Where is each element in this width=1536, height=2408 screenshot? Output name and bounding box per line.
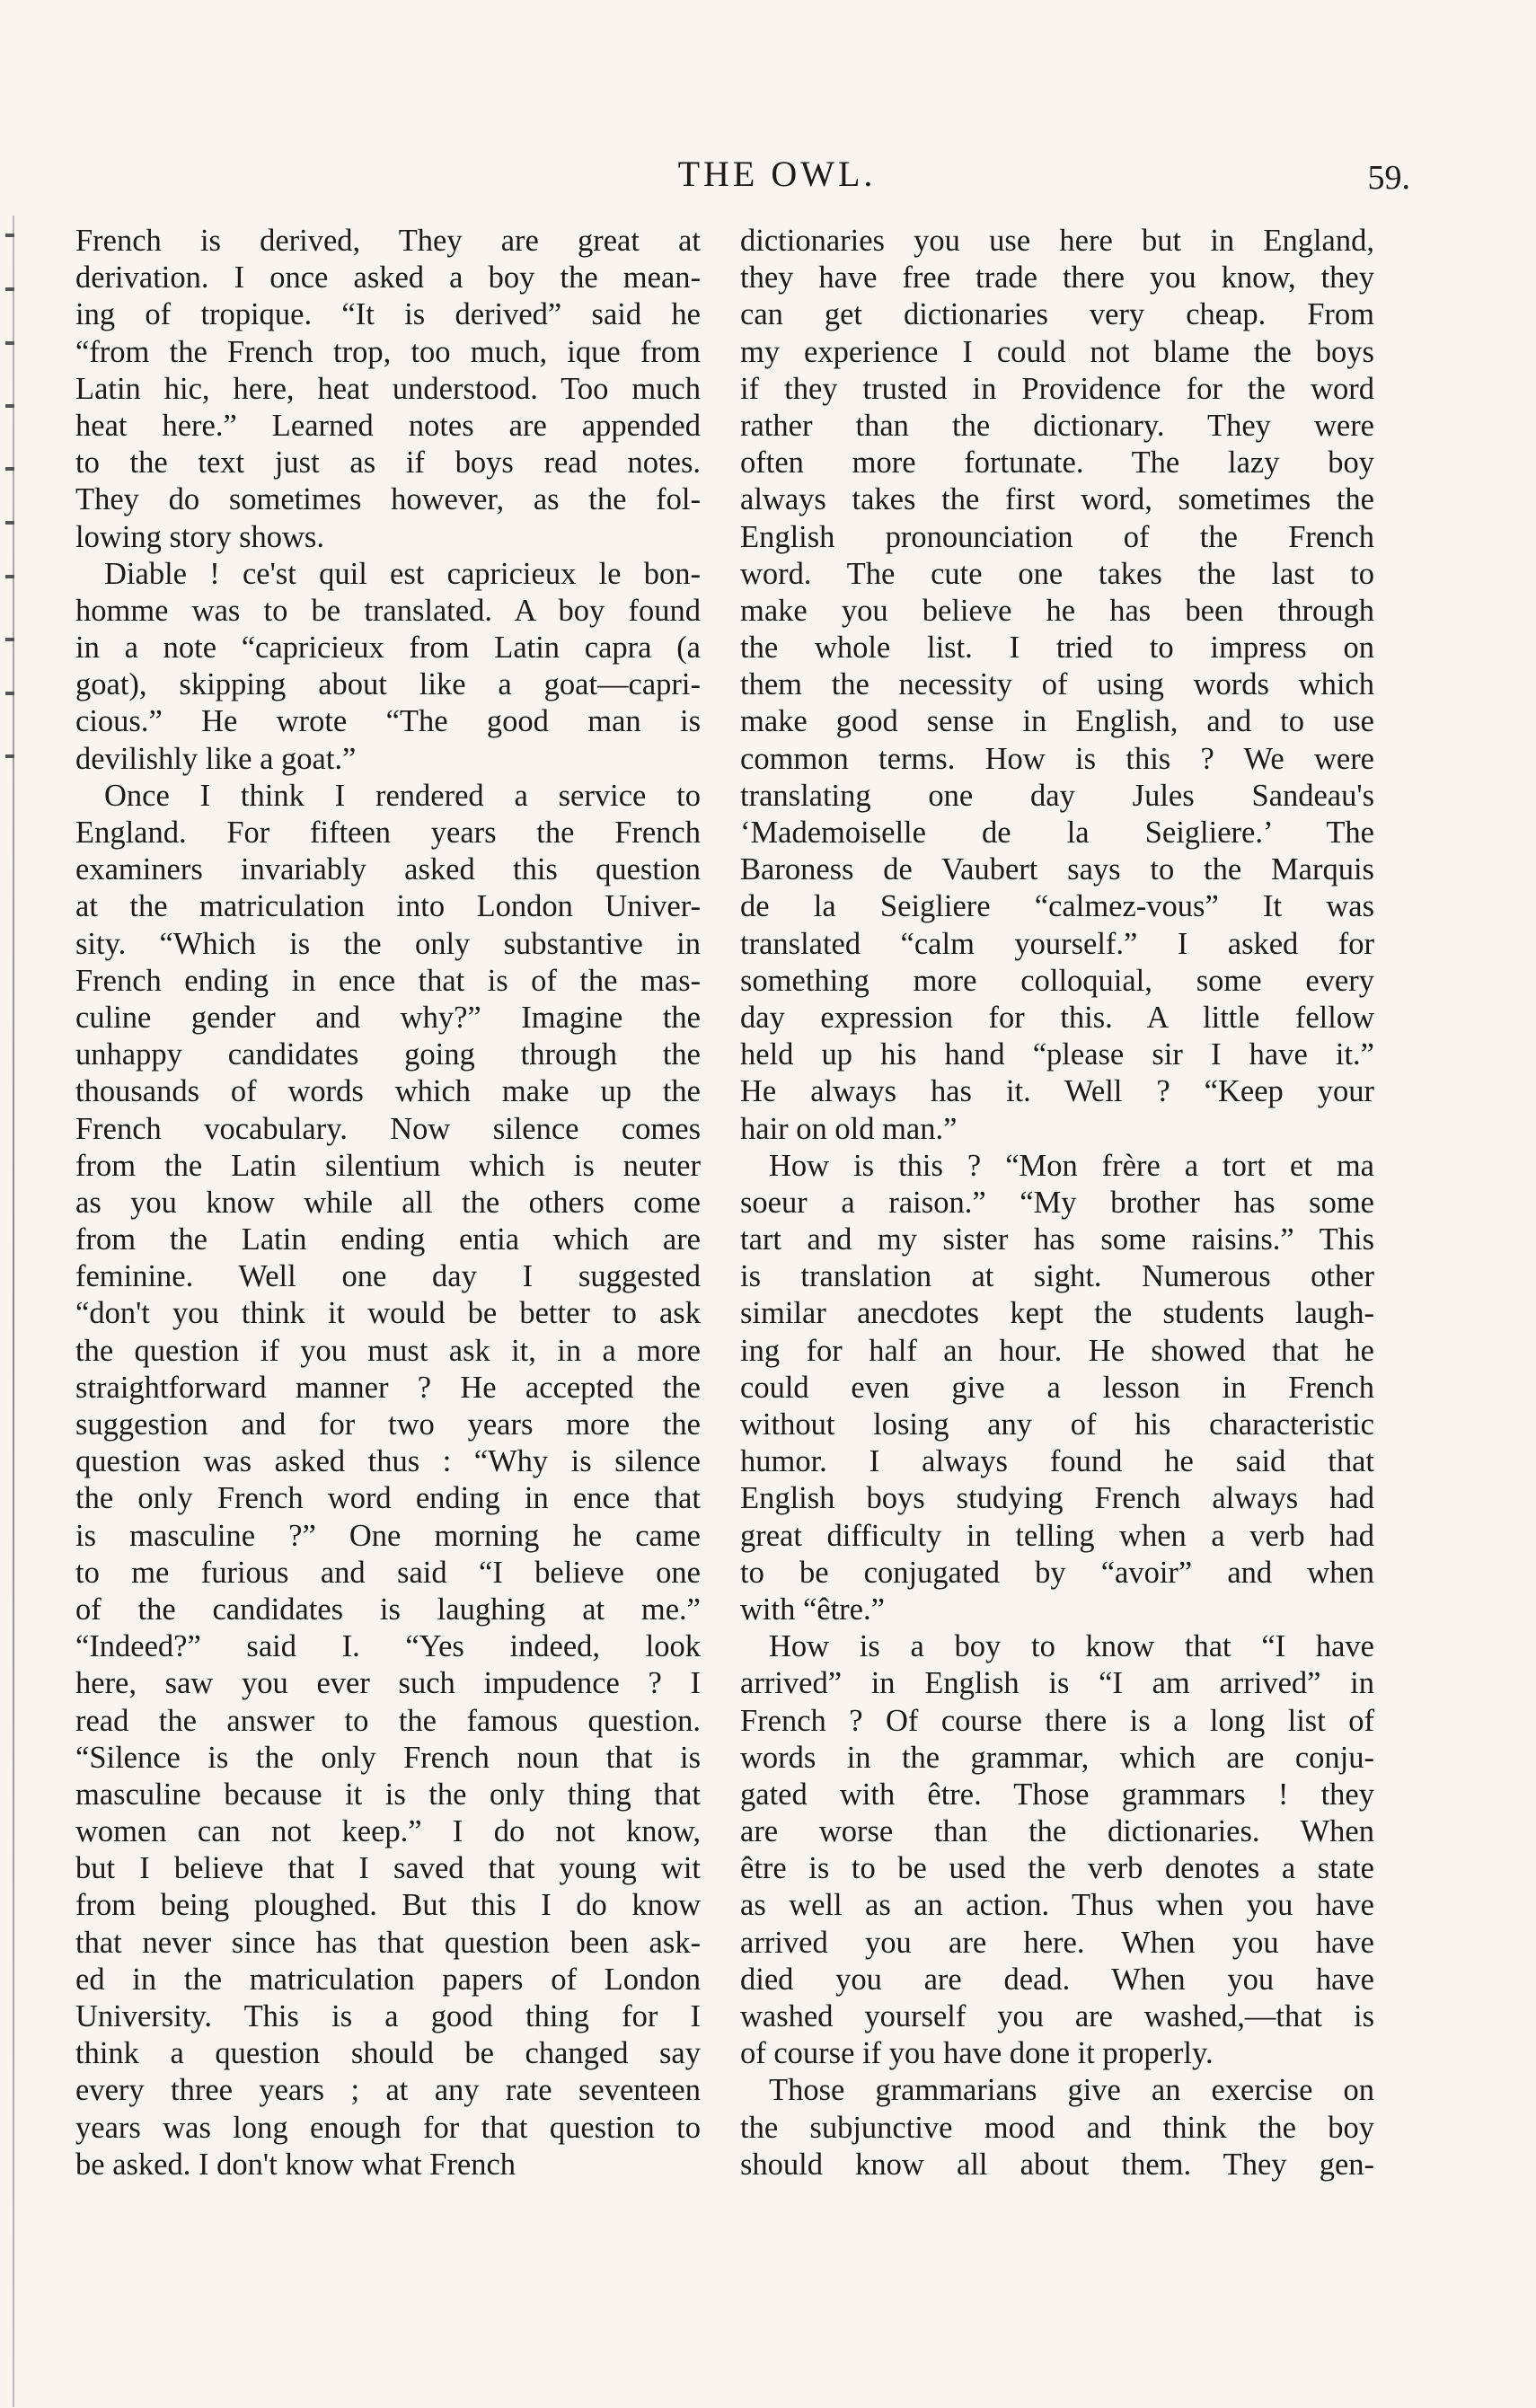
text-line: être is to be used the verb denotes a state (740, 1851, 1374, 1886)
binding-rule (13, 216, 14, 2407)
text-line: died you are dead. When you have (740, 1962, 1374, 1997)
text-line: the whole list. I tried to impress on (740, 631, 1374, 666)
text-line: in a note “capricieux from Latin capra (a (75, 631, 701, 666)
text-line: devilishly like a goat.” (75, 741, 357, 776)
text-line: English boys studying French always had (740, 1481, 1374, 1516)
text-line: English pronounciation of the French (740, 519, 1374, 554)
edge-fragment (5, 404, 14, 408)
text-line: French vocabulary. Now silence comes (75, 1111, 701, 1146)
text-line: dictionaries you use here but in England, (740, 224, 1374, 258)
text-line: “Silence is the only French noun that is (75, 1740, 701, 1775)
text-line: ing for half an hour. He showed that he (740, 1333, 1374, 1368)
binding-edge (0, 216, 27, 2407)
text-line: make good sense in English, and to use (740, 704, 1374, 739)
text-line: cious.” He wrote “The good man is (75, 704, 701, 739)
text-line: ing of tropique. “It is derived” said he (75, 297, 701, 332)
text-line: could even give a lesson in French (740, 1370, 1374, 1405)
text-line: often more fortunate. The lazy boy (740, 445, 1374, 481)
text-line: arrived you are here. When you have (740, 1925, 1374, 1960)
text-line: ‘Mademoiselle de la Seigliere.’ The (740, 816, 1374, 850)
text-line: the subjunctive mood and think the boy (740, 2110, 1374, 2145)
right-text-column (740, 223, 1374, 2183)
text-line: University. This is a good thing for I (75, 1999, 701, 2033)
text-line: years was long enough for that question to (75, 2110, 701, 2145)
edge-fragment (5, 234, 14, 237)
text-line: to be conjugated by “avoir” and when (740, 1555, 1374, 1590)
text-line: masculine because it is the only thing that (75, 1777, 701, 1812)
text-line: Latin hic, here, heat understood. Too much (75, 371, 701, 406)
text-line: soeur a raison.” “My brother has some (740, 1185, 1374, 1220)
text-line: are worse than the dictionaries. When (740, 1814, 1374, 1849)
text-line: always takes the first word, sometimes the (740, 482, 1374, 517)
text-line: Once I think I rendered a service to (104, 778, 701, 813)
text-line: ed in the matriculation papers of London (75, 1962, 701, 1997)
text-line: Baroness de Vaubert says to the Marquis (740, 852, 1374, 887)
text-line: that never since has that question been ask- (75, 1925, 701, 1960)
text-line: sity. “Which is the only substantive in (75, 926, 701, 961)
text-line: lowing story shows. (75, 519, 324, 554)
text-line: They do sometimes however, as the fol- (75, 482, 701, 517)
text-line: the only French word ending in ence that (75, 1481, 701, 1516)
text-line: something more colloquial, some every (740, 963, 1374, 998)
text-line: words in the grammar, which are conju- (740, 1740, 1374, 1775)
running-header-title: THE OWL. (677, 154, 877, 194)
left-text-column (75, 223, 701, 2183)
text-line: them the necessity of using words which (740, 667, 1374, 702)
edge-fragment (5, 521, 14, 525)
text-line: women can not keep.” I do not know, (75, 1814, 701, 1849)
text-line: but I believe that I saved that young wit (75, 1851, 701, 1886)
text-line: held up his hand “please sir I have it.” (740, 1037, 1374, 1072)
text-line: similar anecdotes kept the students laugh- (740, 1296, 1374, 1331)
text-line: from the Latin silentium which is neuter (75, 1148, 701, 1183)
text-line: the question if you must ask it, in a more (75, 1333, 701, 1368)
text-line: gated with être. Those grammars ! they (740, 1777, 1374, 1812)
text-line: How is a boy to know that “I have (769, 1629, 1374, 1664)
text-line: suggestion and for two years more the (75, 1407, 701, 1442)
text-line: “from the French trop, too much, ique from (75, 334, 701, 369)
text-line: of course if you have done it properly. (740, 2036, 1214, 2071)
text-line: think a question should be changed say (75, 2036, 701, 2071)
text-line: of the candidates is laughing at me.” (75, 1592, 701, 1627)
edge-fragment (5, 341, 14, 345)
text-line: is masculine ?” One morning he came (75, 1518, 701, 1553)
text-line: can get dictionaries very cheap. From (740, 297, 1374, 332)
text-line: examiners invariably asked this question (75, 852, 701, 887)
text-line: my experience I could not blame the boys (740, 334, 1374, 369)
text-line: with “être.” (740, 1592, 885, 1627)
edge-fragment (5, 575, 14, 578)
text-line: unhappy candidates going through the (75, 1037, 701, 1072)
text-line: be asked. I don't know what French (75, 2147, 516, 2182)
text-line: humor. I always found he said that (740, 1444, 1374, 1479)
text-line: translating one day Jules Sandeau's (740, 778, 1374, 813)
text-line: tart and my sister has some raisins.” This (740, 1222, 1374, 1257)
text-line: “Indeed?” said I. “Yes indeed, look (75, 1629, 701, 1664)
text-line: great difficulty in telling when a verb had (740, 1518, 1374, 1553)
text-line: de la Seigliere “calmez-vous” It was (740, 889, 1374, 924)
text-line: feminine. Well one day I suggested (75, 1259, 701, 1294)
text-line: make you believe he has been through (740, 593, 1374, 628)
text-line: every three years ; at any rate seventeen (75, 2073, 701, 2108)
text-line: to the text just as if boys read notes. (75, 445, 701, 481)
text-line: “don't you think it would be better to ask (75, 1296, 701, 1331)
text-line: is translation at sight. Numerous other (740, 1259, 1374, 1294)
edge-fragment (5, 754, 14, 758)
text-line: thousands of words which make up the (75, 1074, 701, 1109)
text-line: should know all about them. They gen- (740, 2147, 1374, 2182)
text-line: translated “calm yourself.” I asked for (740, 926, 1374, 961)
text-line: as well as an action. Thus when you have (740, 1888, 1374, 1923)
text-line: French ending in ence that is of the mas- (75, 963, 701, 998)
text-line: England. For fifteen years the French (75, 816, 701, 850)
page-number: 59. (1367, 159, 1410, 197)
text-line: How is this ? “Mon frère a tort et ma (769, 1148, 1374, 1183)
text-line: Diable ! ce'st quil est capricieux le bon- (104, 556, 701, 591)
text-line: read the answer to the famous question. (75, 1703, 701, 1738)
edge-fragment (5, 287, 14, 291)
text-line: question was asked thus : “Why is silence (75, 1444, 701, 1479)
text-line: straightforward manner ? He accepted the (75, 1370, 701, 1405)
text-line: they have free trade there you know, they (740, 260, 1374, 295)
text-line: without losing any of his characteristic (740, 1407, 1374, 1442)
text-line: French is derived, They are great at (75, 224, 701, 258)
text-line: if they trusted in Providence for the word (740, 371, 1374, 406)
text-line: rather than the dictionary. They were (740, 408, 1374, 443)
text-line: arrived” in English is “I am arrived” in (740, 1666, 1374, 1701)
text-line: heat here.” Learned notes are appended (75, 408, 701, 443)
text-line: homme was to be translated. A boy found (75, 593, 701, 628)
edge-fragment (5, 638, 14, 641)
text-line: He always has it. Well ? “Keep your (740, 1074, 1374, 1109)
text-line: derivation. I once asked a boy the mean- (75, 260, 701, 295)
text-line: to me furious and said “I believe one (75, 1555, 701, 1590)
text-line: as you know while all the others come (75, 1185, 701, 1220)
text-line: here, saw you ever such impudence ? I (75, 1666, 701, 1701)
text-line: washed yourself you are washed,—that is (740, 1999, 1374, 2033)
text-line: common terms. How is this ? We were (740, 741, 1374, 776)
edge-fragment (5, 692, 14, 695)
text-line: at the matriculation into London Univer- (75, 889, 701, 924)
text-line: from the Latin ending entia which are (75, 1222, 701, 1257)
edge-fragment (5, 467, 14, 471)
text-line: French ? Of course there is a long list of (740, 1703, 1374, 1738)
text-line: word. The cute one takes the last to (740, 556, 1374, 591)
text-line: goat), skipping about like a goat—capri- (75, 667, 701, 702)
text-line: culine gender and why?” Imagine the (75, 1000, 701, 1035)
text-line: day expression for this. A little fellow (740, 1000, 1374, 1035)
text-line: from being ploughed. But this I do know (75, 1888, 701, 1923)
text-line: hair on old man.” (740, 1111, 958, 1146)
text-line: Those grammarians give an exercise on (769, 2073, 1374, 2108)
